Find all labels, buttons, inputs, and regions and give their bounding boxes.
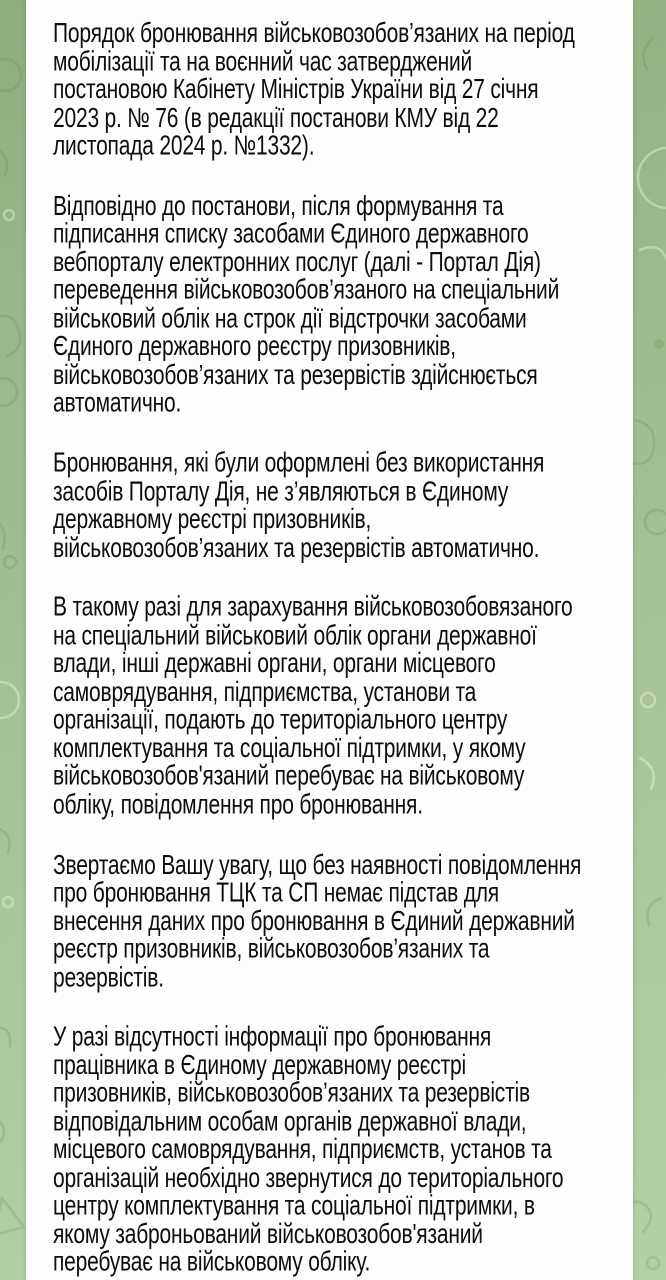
message-line: засобів Порталу Дія, не з’являються в Єдиному — [53, 476, 509, 507]
message-line: Відповідно до постанови, після формування та — [53, 190, 504, 222]
message-paragraph — [53, 1024, 581, 1277]
message-line: військовозобов’язаних та резервістів автоматично. — [53, 532, 540, 563]
message-line: постановою Кабінету Міністрів України від 27 січня — [53, 74, 539, 105]
message-line: відповідальним особам органів державної влади, — [53, 1106, 527, 1138]
message-line: якому заброньований військовозобов'язаний — [53, 1219, 483, 1250]
message-paragraph — [53, 594, 581, 819]
message-line: реєстр призовників, військовозобов’язаних та — [53, 934, 490, 965]
message-paragraph — [53, 851, 581, 992]
message-line: працівника в Єдиному державному реєстрі — [53, 1050, 466, 1081]
message-paragraph — [53, 20, 581, 161]
message-line: вебпорталу електронних послуг (далі - Портал Дія) — [53, 247, 541, 278]
message-line: місцевого самоврядування, підприємств, установ та — [53, 1135, 552, 1166]
message-line: Єдиного державного реєстру призовників, — [53, 331, 456, 362]
message-line: організації, подають до територіального центру — [53, 705, 508, 736]
message-line: У разі відсутності інформації про бронювання — [53, 1022, 492, 1053]
message-line: мобілізації та на воєнний час затверджений — [53, 46, 473, 77]
message-line: центру комплектування та соціальної підтримки, в — [53, 1191, 535, 1222]
message-line: державному реєстрі призовників, — [53, 504, 372, 535]
message-line: призовників, військовозобов’язаних та резервістів — [53, 1078, 530, 1109]
message-line: 2023 р. № 76 (в редакції постанови КМУ від 22 — [53, 102, 499, 133]
message-line: Звертаємо Вашу увагу, що без наявності повідомлення — [53, 849, 582, 880]
message-line: військовозобов'язаний перебуває на військовому — [53, 761, 525, 792]
message-line: військовозобов’язаних та резервістів здійснюється — [53, 359, 538, 391]
message-line: військовий облік на строк дії відстрочки засобами — [53, 303, 527, 334]
message-paragraph — [53, 192, 581, 417]
message-line: комплектування та соціальної підтримки, у якому — [53, 733, 526, 764]
message-line: підписання списку засобами Єдиного державного — [53, 219, 529, 250]
message-line: самоврядування, підприємства, установи та — [53, 677, 477, 708]
message-paragraph — [53, 449, 581, 562]
message-line: резервістів. — [53, 962, 164, 993]
message-line: автоматично. — [53, 388, 182, 419]
message-text — [53, 0, 581, 1277]
message-line: переведення військовозобов’язаного на спеціальний — [53, 275, 560, 306]
message-line: про бронювання ТЦК та СП немає підстав для — [53, 877, 499, 909]
message-line: на спеціальний військовий облік органи державної — [53, 620, 537, 651]
message-line: В такому разі для зарахування військовозобовязаного — [53, 592, 573, 623]
message-line: внесення даних про бронювання в Єдиний державний — [53, 906, 575, 937]
message-line: обліку, повідомлення про бронювання. — [53, 789, 423, 820]
message-line: перебуває на військовому обліку. — [53, 1247, 371, 1278]
message-line: листопада 2024 р. №1332). — [53, 131, 315, 162]
message-line: Порядок бронювання військовозобов’язаних на період — [53, 18, 575, 49]
message-line: влади, інші державні органи, органи місцевого — [53, 648, 496, 680]
message-line: Бронювання, які були оформлені без використання — [53, 448, 545, 479]
message-line: організацій необхідно звернутися до територіального — [53, 1163, 564, 1194]
